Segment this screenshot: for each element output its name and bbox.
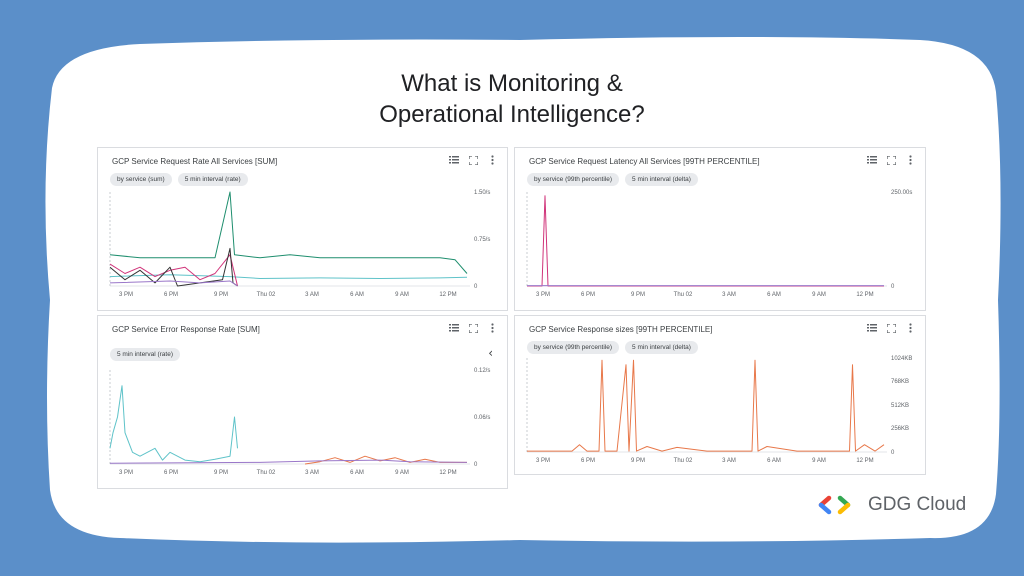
response-sizes-panel [514,315,926,475]
panel-title: GCP Service Request Rate All Services [SUM] [112,157,278,166]
x-tick-label: 9 PM [630,292,646,298]
y-tick-label: 0 [474,462,478,468]
series-line-0 [110,192,467,274]
x-tick-label: Thu 02 [256,292,276,298]
x-tick-label: 9 AM [395,292,409,298]
interval-chip[interactable]: 5 min interval (rate) [178,173,248,186]
x-tick-label: 3 AM [722,292,736,298]
slide-title-line-2: Operational Intelligence? [379,101,645,128]
request-rate-chart [98,148,509,312]
series-line-1 [110,275,467,279]
group-by-chip[interactable]: by service (99th percentile) [527,173,619,186]
brand-name: GDG Cloud [868,494,967,515]
x-tick-label: 12 PM [856,458,874,464]
y-tick-label: 0 [474,284,478,290]
x-tick-label: 9 AM [812,292,826,298]
x-tick-label: Thu 02 [256,470,276,476]
series-line-0 [527,360,884,451]
slide-title [0,68,1024,130]
x-tick-label: 3 AM [305,292,319,298]
y-tick-label: 1024KB [891,356,913,362]
y-tick-label: 1.50/s [474,190,491,196]
x-tick-label: Thu 02 [673,292,693,298]
y-tick-label: 0 [891,284,895,290]
y-tick-label: 0.75/s [474,237,491,243]
x-tick-label: 6 PM [163,470,179,476]
panel-title: GCP Service Response sizes [99TH PERCENTILE] [529,325,713,334]
x-tick-label: 6 AM [350,292,364,298]
y-tick-label: 256KB [891,426,910,432]
gdg-logo-icon [818,495,858,515]
x-tick-label: 9 PM [213,292,229,298]
error-rate-chart [98,316,509,490]
x-tick-label: 3 AM [305,470,319,476]
x-tick-label: 3 PM [535,458,551,464]
request-latency-panel [514,147,926,311]
collapse-chevron-icon[interactable]: ‹ [488,346,493,360]
slide-title-line-1: What is Monitoring & [401,70,623,97]
y-tick-label: 0 [891,450,895,456]
group-by-chip[interactable]: by service (99th percentile) [527,341,619,354]
x-tick-label: 6 PM [580,292,596,298]
x-tick-label: 3 PM [118,292,134,298]
x-tick-label: 3 PM [535,292,551,298]
panel-title: GCP Service Request Latency All Services [99TH PERCENTILE] [529,157,760,166]
x-tick-label: 3 PM [118,470,134,476]
series-line-2 [110,460,467,463]
y-tick-label: 512KB [891,403,910,409]
interval-chip[interactable]: 5 min interval (delta) [625,341,698,354]
request-latency-chart [515,148,927,312]
series-line-0 [527,196,884,286]
y-tick-label: 0.06/s [474,415,491,421]
x-tick-label: 12 PM [439,470,457,476]
x-tick-label: 9 PM [213,470,229,476]
x-tick-label: 9 AM [812,458,826,464]
interval-chip[interactable]: 5 min interval (rate) [110,348,180,361]
series-line-4 [110,281,238,286]
y-tick-label: 0.12/s [474,368,491,374]
group-by-chip[interactable]: by service (sum) [110,173,172,186]
x-tick-label: 6 AM [767,458,781,464]
x-tick-label: 9 AM [395,470,409,476]
series-line-3 [110,248,238,286]
interval-chip[interactable]: 5 min interval (delta) [625,173,698,186]
x-tick-label: 12 PM [856,292,874,298]
x-tick-label: 9 PM [630,458,646,464]
x-tick-label: 3 AM [722,458,736,464]
error-rate-panel [97,315,508,489]
x-tick-label: 6 AM [350,470,364,476]
x-tick-label: 6 AM [767,292,781,298]
x-tick-label: 6 PM [163,292,179,298]
gdg-cloud-brand [818,494,966,516]
response-sizes-chart [515,316,927,476]
request-rate-panel [97,147,508,311]
y-tick-label: 768KB [891,379,910,385]
x-tick-label: Thu 02 [673,458,693,464]
panel-title: GCP Service Error Response Rate [SUM] [112,325,260,334]
series-line-0 [110,386,238,462]
y-tick-label: 250.00s [891,190,913,196]
x-tick-label: 12 PM [439,292,457,298]
x-tick-label: 6 PM [580,458,596,464]
